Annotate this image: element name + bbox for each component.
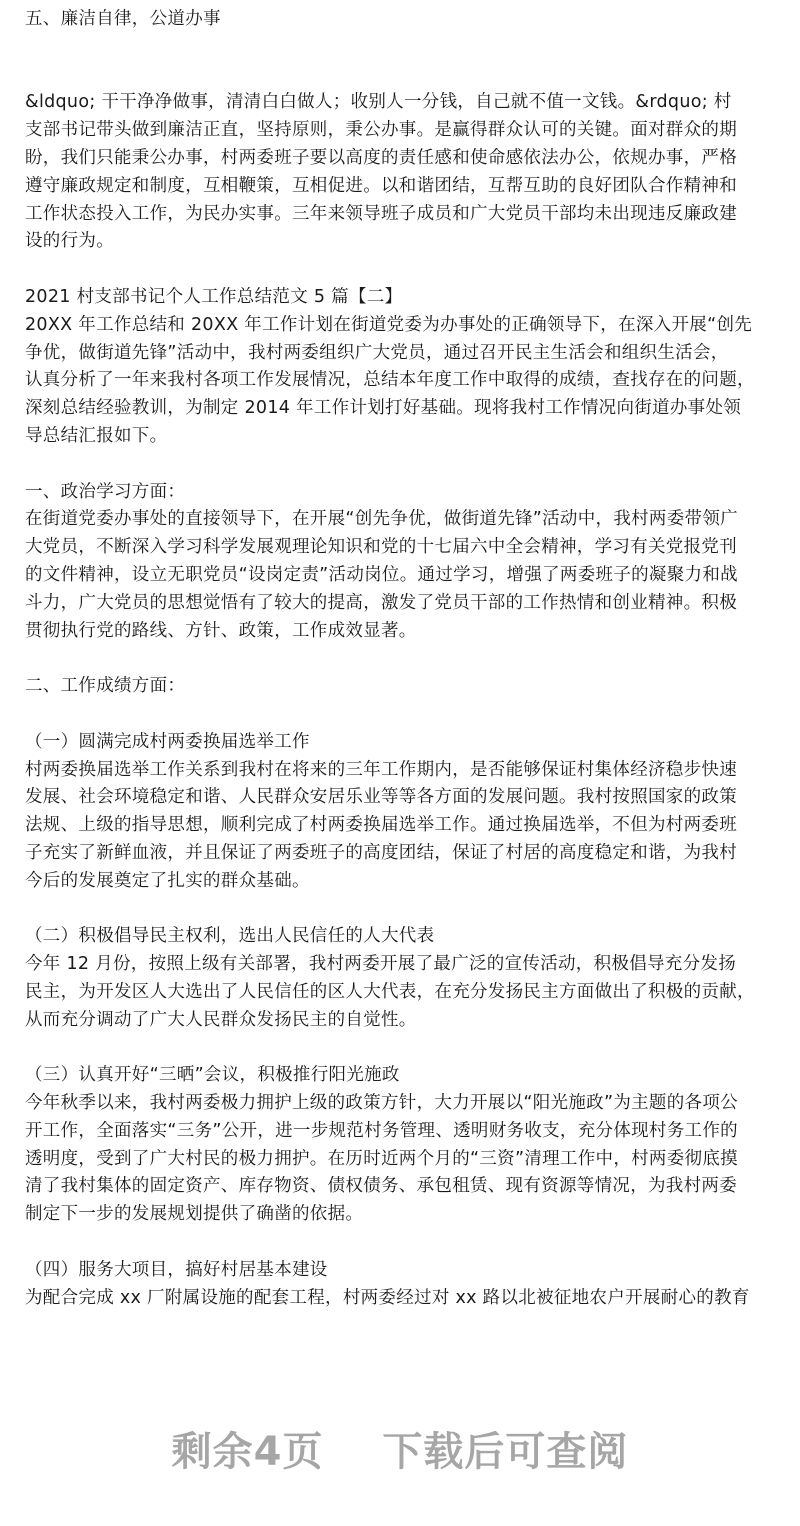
section-heading-or-line: 2021 村支部书记个人工作总结范文 5 篇【二】 — [25, 286, 403, 307]
blank-line — [25, 34, 785, 62]
paragraph-line: 发展、社会环境稳定和谐、人民群众安居乐业等等各方面的发展问题。我村按照国家的政策 — [25, 787, 737, 808]
paragraph-line: 斗力，广大党员的思想觉悟有了较大的提高，激发了党员干部的工作热情和创业精神。积极 — [25, 592, 737, 613]
section-heading-or-line: （三）认真开好“三晒”会议，积极推行阳光施政 — [25, 1065, 400, 1086]
section-heading-or-line: 五、廉洁自律，公道办事 — [25, 9, 221, 29]
paragraph-line: 今年 12 月份，按照上级有关部署，我村两委开展了最广泛的宣传活动，积极倡导充分发扬 — [25, 954, 736, 975]
paragraph-line: 20XX 年工作总结和 20XX 年工作计划在街道党委为办事处的正确领导下，在深入开展“创先 — [25, 314, 753, 335]
blank-line — [25, 1229, 785, 1257]
blank-line — [25, 896, 785, 924]
blank-line — [25, 451, 785, 479]
blank-line — [25, 701, 785, 729]
paragraph-line: 设的行为。 — [25, 231, 114, 252]
blank-line — [25, 256, 785, 284]
paragraph-line: 工作状态投入工作，为民办实事。三年来领导班子成员和广大党员干部均未出现违反廉政建 — [25, 203, 737, 224]
blank-line — [25, 645, 785, 673]
paragraph-line: 子充实了新鲜血液，并且保证了两委班子的高度团结，保证了村居的高度稳定和谐，为我村 — [25, 842, 737, 863]
download-prompt[interactable] — [0, 1420, 800, 1477]
document-section — [25, 89, 785, 284]
paragraph-line: 遵守廉政规定和制度，互相鞭策，互相促进。以和谐团结，互帮互助的良好团队合作精神和 — [25, 175, 737, 196]
paragraph-line: 民主，为开发区人大选出了人民信任的区人大代表，在充分发扬民主方面做出了积极的贡献， — [25, 981, 755, 1002]
paragraph-line: 认真分析了一年来我村各项工作发展情况，总结本年度工作中取得的成绩，查找存在的问题， — [25, 370, 755, 391]
document-section — [25, 284, 785, 479]
paragraph-line: 今后的发展奠定了扎实的群众基础。 — [25, 870, 310, 891]
paragraph-line: 的文件精神，设立无职党员“设岗定责”活动岗位。通过学习，增强了两委班子的凝聚力和战 — [25, 564, 738, 585]
document-section — [25, 6, 785, 89]
paragraph-line: 贯彻执行党的路线、方针、政策，工作成效显著。 — [25, 620, 417, 641]
blank-line — [25, 1034, 785, 1062]
section-heading-or-line: （二）积极倡导民主权利，选出人民信任的人大代表 — [25, 926, 435, 947]
document-section — [25, 729, 785, 924]
paragraph-line: 为配合完成 xx 厂附属设施的配套工程，村两委经过对 xx 路以北被征地农户开展耐心的教育 — [25, 1287, 750, 1308]
paragraph-line: 支部书记带头做到廉洁正直，坚持原则，秉公办事。是赢得群众认可的关键。面对群众的期 — [25, 120, 737, 141]
section-heading-or-line: 一、政治学习方面： — [25, 481, 186, 502]
paragraph-line: 透明度，受到了广大村民的极力拥护。在历时近两个月的“三资”清理工作中，村两委彻底摸 — [25, 1148, 738, 1169]
paragraph-line: 制定下一步的发展规划提供了确凿的依据。 — [25, 1204, 364, 1225]
paragraph-line: 导总结汇报如下。 — [25, 425, 168, 446]
document-body — [25, 6, 785, 1312]
paragraph-line: 清了我村集体的固定资产、库存物资、债权债务、承包租赁、现有资源等情况，为我村两委 — [25, 1176, 737, 1197]
document-section — [25, 1062, 785, 1257]
section-heading-or-line: （四）服务大项目，搞好村居基本建设 — [25, 1259, 328, 1280]
section-heading-or-line: 二、工作成绩方面： — [25, 676, 186, 697]
remaining-pages-text: 剩余4页 — [171, 1429, 324, 1475]
document-section — [25, 1257, 785, 1313]
paragraph-line: 大党员，不断深入学习科学发展观理论知识和党的十七届六中全会精神，学习有关党报党刊 — [25, 537, 737, 558]
document-section — [25, 479, 785, 674]
paragraph-line: 深刻总结经验教训，为制定 2014 年工作计划打好基础。现将我村工作情况向街道办事处领 — [25, 398, 742, 419]
paragraph-line: 法规、上级的指导思想，顺利完成了村两委换届选举工作。通过换届选举，不但为村两委班 — [25, 815, 737, 836]
blank-line — [25, 62, 785, 90]
document-section — [25, 673, 785, 729]
document-section — [25, 923, 785, 1062]
section-heading-or-line: &ldquo; 干干净净做事，清清白白做人；收别人一分钱，自己就不值一文钱。&rdquo; 村 — [25, 92, 732, 113]
paragraph-line: 盼，我们只能秉公办事，村两委班子要以高度的责任感和使命感依法办公，依规办事，严格 — [25, 147, 737, 168]
paragraph-line: 村两委换届选举工作关系到我村在将来的三年工作期内，是否能够保证村集体经济稳步快速 — [25, 759, 737, 780]
paragraph-line: 从而充分调动了广大人民群众发扬民主的自觉性。 — [25, 1009, 417, 1030]
paragraph-line: 争优，做街道先锋”活动中，我村两委组织广大党员，通过召开民主生活会和组织生活会， — [25, 342, 729, 363]
paragraph-line: 在街道党委办事处的直接领导下，在开展“创先争优，做街道先锋”活动中，我村两委带领广 — [25, 509, 738, 530]
section-heading-or-line: （一）圆满完成村两委换届选举工作 — [25, 731, 310, 752]
paragraph-line: 今年秋季以来，我村两委极力拥护上级的政策方针，大力开展以“阳光施政”为主题的各项公 — [25, 1093, 738, 1114]
download-to-view-text[interactable]: 下载后可查阅 — [382, 1429, 629, 1475]
paragraph-line: 开工作，全面落实“三务”公开，进一步规范村务管理、透明财务收支，充分体现村务工作的 — [25, 1120, 738, 1141]
